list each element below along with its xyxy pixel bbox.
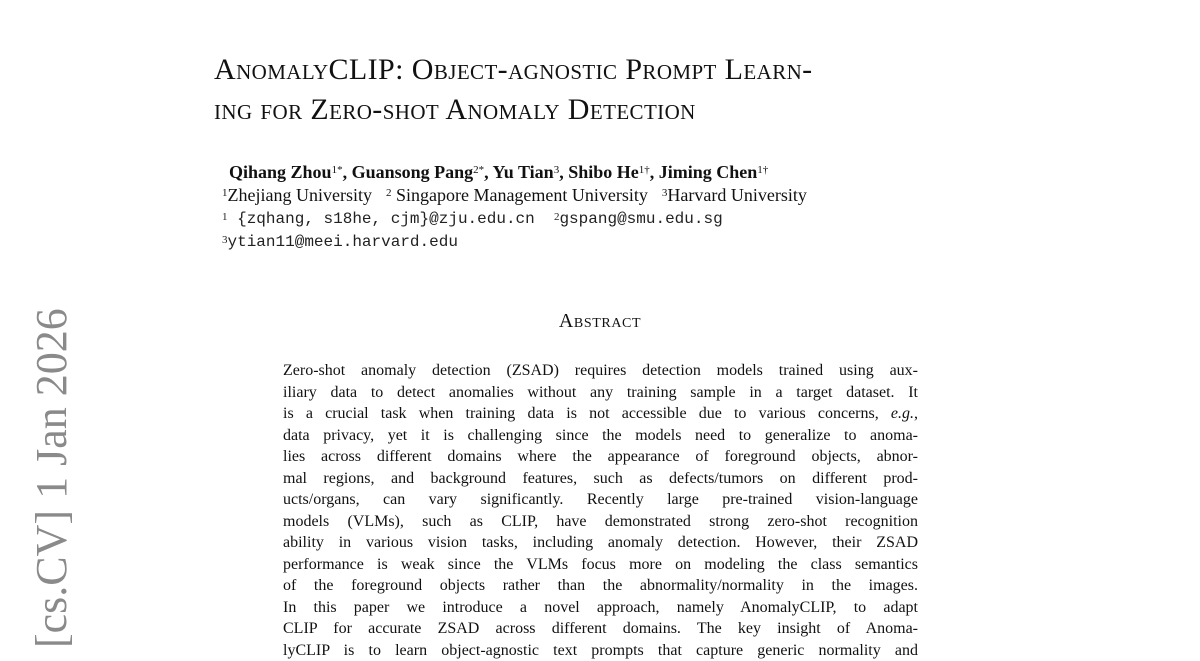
abstract-line: ucts/organs, can vary significantly. Recently large pre-trained vision-language: [283, 489, 918, 511]
arxiv-stamp: [cs.CV] 1 Jan 2026: [30, 308, 74, 648]
abstract-line: lies across different domains where the appearance of foreground objects, abnor-: [283, 446, 918, 468]
email-line-1: [222, 208, 723, 230]
author-name: Guansong Pang: [352, 162, 474, 182]
email-mark: 1: [222, 211, 228, 223]
email-group: {zqhang, s18he, cjm}@zju.edu.cn: [228, 210, 535, 228]
affiliation-mark: 2: [386, 187, 392, 199]
email-group: gspang@smu.edu.sg: [559, 210, 722, 228]
abstract-line: is a crucial task when training data is not accessible due to various concerns, e.g.,: [283, 403, 918, 425]
abstract-line: In this paper we introduce a novel approach, namely AnomalyCLIP, to adapt: [283, 597, 918, 619]
email-mark: 2: [554, 211, 560, 223]
abstract-line: of the foreground objects rather than the abnormality/normality in the images.: [283, 575, 918, 597]
author-name: Jiming Chen: [659, 162, 758, 182]
author-name: Shibo He: [568, 162, 639, 182]
affiliation-mark: 3: [662, 187, 668, 199]
affiliation-name: Zhejiang University: [228, 185, 372, 205]
abstract-line: models (VLMs), such as CLIP, have demonstrated strong zero-shot recognition: [283, 511, 918, 533]
author-mark: 1†: [757, 164, 768, 176]
affiliation-name: Singapore Management University: [391, 185, 647, 205]
abstract-line: ability in various vision tasks, including anomaly detection. However, their ZSAD: [283, 532, 918, 554]
abstract-heading: Abstract: [0, 310, 1200, 333]
abstract-line: iliary data to detect anomalies without any training sample in a target dataset. It: [283, 382, 918, 404]
abstract-line: mal regions, and background features, such as defects/tumors on different prod-: [283, 468, 918, 490]
abstract-line: CLIP for accurate ZSAD across different domains. The key insight of Anoma-: [283, 618, 918, 640]
abstract-line: performance is weak since the VLMs focus more on modeling the class semantics: [283, 554, 918, 576]
affiliation-mark: 1: [222, 187, 228, 199]
author-list: Qihang Zhou$^{1*}$, Guansong Pang$^{2*}$, Yu Tian$^3$, Shibo $He^{1\dagger}$, Jiming Chen$^{1\dagger}$: [229, 160, 768, 184]
email-group: ytian11@meei.harvard.edu: [228, 233, 458, 251]
abstract-line: lyCLIP is to learn object-agnostic text prompts that capture generic normality and: [283, 640, 918, 661]
author-mark: 1†: [639, 164, 650, 176]
email-line-2: [222, 231, 458, 253]
affiliation-list: [222, 183, 807, 207]
title-line-2: ing for Zero-shot Anomaly Detection: [214, 90, 1014, 130]
author-mark: 3: [554, 164, 560, 176]
abstract-body: [283, 360, 918, 661]
author-name: Yu Tian: [492, 162, 553, 182]
abstract-line: data privacy, yet it is challenging since the models need to generalize to anoma-: [283, 425, 918, 447]
title-line-1: AnomalyCLIP: Object-agnostic Prompt Learn-: [214, 50, 1014, 90]
paper-title: [214, 50, 1014, 130]
affiliation-name: Harvard University: [667, 185, 806, 205]
author-name: Qihang Zhou: [229, 162, 332, 182]
author-mark: 1*: [332, 164, 343, 176]
email-mark: 3: [222, 234, 228, 246]
author-mark: 2*: [473, 164, 484, 176]
abstract-line: Zero-shot anomaly detection (ZSAD) requires detection models trained using aux-: [283, 360, 918, 382]
